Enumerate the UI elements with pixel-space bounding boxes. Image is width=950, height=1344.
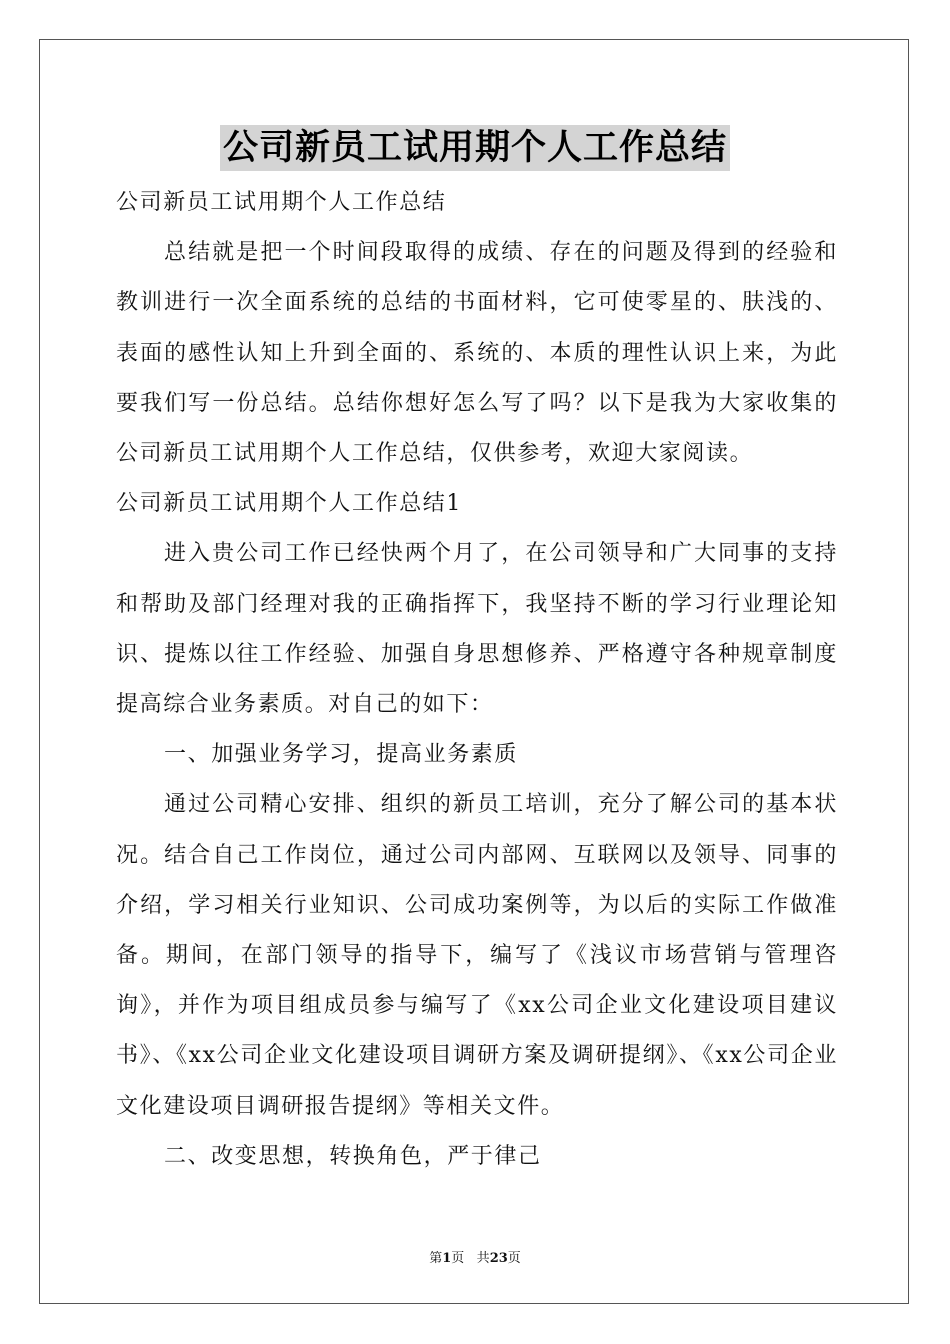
page-label-prefix: 第 bbox=[429, 1251, 443, 1266]
page-label-suffix: 页 bbox=[451, 1251, 465, 1266]
page-footer bbox=[0, 1247, 950, 1266]
page-number: 1 bbox=[442, 1251, 452, 1266]
document-body bbox=[116, 178, 838, 1182]
document-title: 公司新员工试用期个人工作总结 bbox=[220, 125, 730, 171]
paragraph: 公司新员工试用期个人工作总结1 bbox=[116, 491, 462, 517]
total-pages: 23 bbox=[489, 1251, 508, 1266]
paragraph: 一、加强业务学习，提高业务素质 bbox=[164, 742, 519, 768]
paragraph: 进入贵公司工作已经快两个月了，在公司领导和广大同事的支持和帮助及部门经理对我的正确指挥下，我坚持不断的学习行业理论知识、提炼以往工作经验、加强自身思想修养、严格遵守各种规章制度提高综合业务素质。对自己的如下： bbox=[116, 541, 838, 718]
title-container bbox=[0, 125, 950, 171]
paragraph: 通过公司精心安排、组织的新员工培训，充分了解公司的基本状况。结合自己工作岗位，通过公司内部网、互联网以及领导、同事的介绍，学习相关行业知识、公司成功案例等，为以后的实际工作做准备。期间，在部门领导的指导下，编写了《浅议市场营销与管理咨询》，并作为项目组成员参与编写了《xx公司企业文化建设项目建议书》、《xx公司企业文化建设项目调研方案及调研提纲》、《xx公司企业文化建设项目调研报告提纲》等相关文件。 bbox=[116, 792, 838, 1119]
total-label-prefix: 共 bbox=[476, 1251, 490, 1266]
total-label-suffix: 页 bbox=[507, 1251, 521, 1266]
paragraph: 公司新员工试用期个人工作总结 bbox=[116, 190, 447, 215]
paragraph: 总结就是把一个时间段取得的成绩、存在的问题及得到的经验和教训进行一次全面系统的总结的书面材料，它可使零星的、肤浅的、表面的感性认知上升到全面的、系统的、本质的理性认识上来，为此要我们写一份总结。总结你想好怎么写了吗？以下是我为大家收集的公司新员工试用期个人工作总结，仅供参考，欢迎大家阅读。 bbox=[116, 240, 838, 467]
paragraph: 二、改变思想，转换角色，严于律己 bbox=[164, 1143, 542, 1169]
